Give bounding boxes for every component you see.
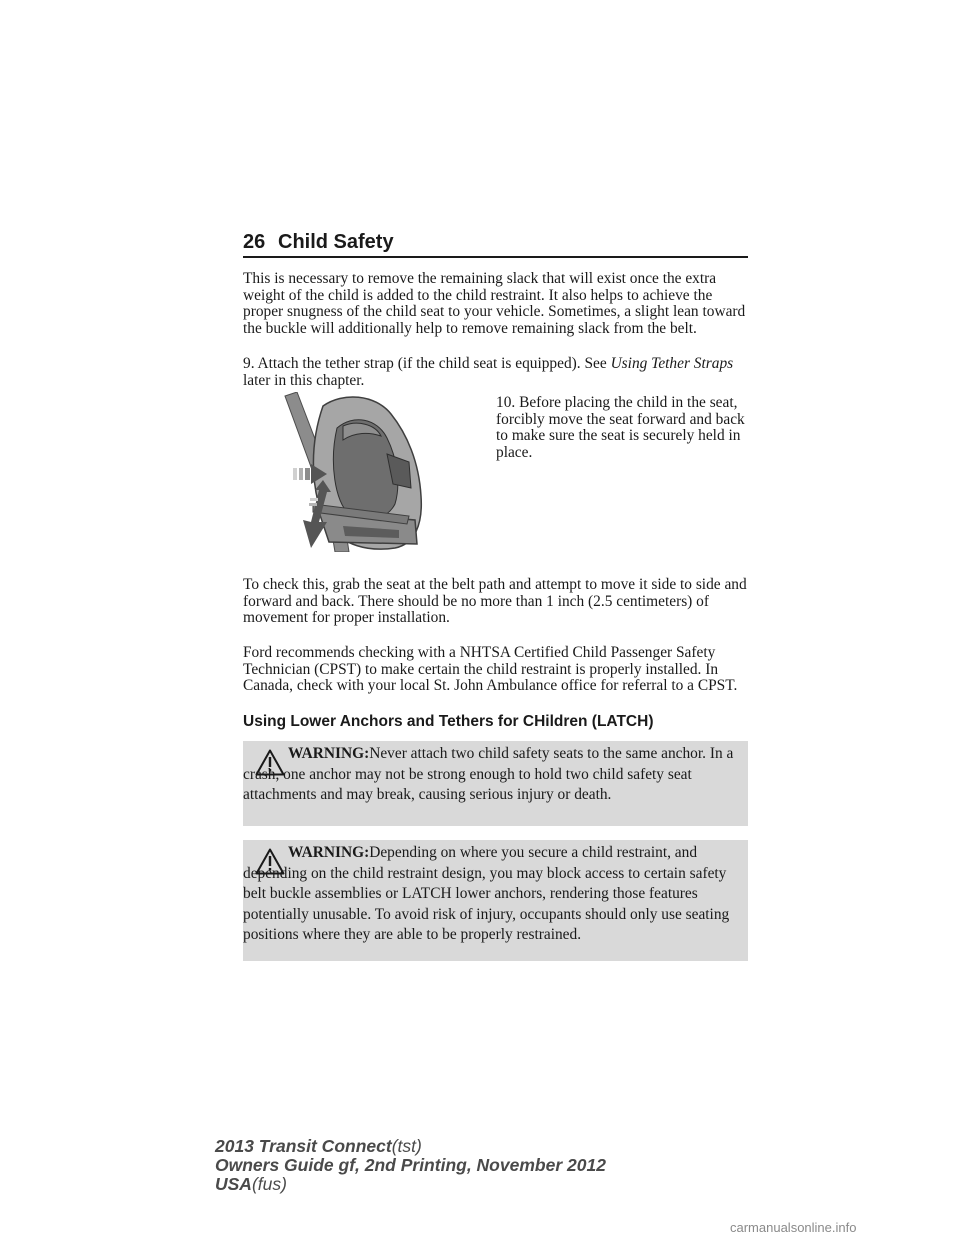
footer-model-line (215, 1137, 735, 1156)
footer-model-code: (tst) (391, 1136, 422, 1156)
warning-text (243, 843, 743, 946)
paragraph-cpst-recommendation: Ford recommends checking with a NHTSA Certified Child Passenger Safety Technician (CPST) to make certain the child restraint is properly installed. In Canada, check with your local St. John Ambulance office for referral to a CPST. (243, 644, 738, 694)
warning-message: Never attach two child safety seats to the same anchor. In a crash, one anchor may not be strong enough to hold two child safety seat attachments and may break, causing serious injury or death. (243, 745, 734, 803)
page-footer (215, 1137, 735, 1194)
watermark: carmanualsonline.info (730, 1220, 857, 1235)
child-seat-illustration (283, 392, 428, 552)
footer-market-code: (fus) (251, 1174, 287, 1194)
header-rule (243, 256, 748, 258)
warning-message: Depending on where you secure a child restraint, and depending on the child restraint design, you may block access to certain safety belt buckle assemblies or LATCH lower anchors, rendering those features potentially unusable. To avoid risk of injury, occupants should only use seating positions where they are able to be properly restrained. (243, 844, 730, 943)
tether-step-text: 9. Attach the tether strap (if the child seat is equipped). See (243, 355, 611, 372)
footer-model: 2013 Transit Connect (215, 1136, 392, 1156)
paragraph-belt-path-check: To check this, grab the seat at the belt path and attempt to move it side to side and forward and back. There should be no more than 1 inch (2.5 centimeters) of movement for proper installation. (243, 576, 747, 626)
paragraph-slack: This is necessary to remove the remaining slack that will exist once the extra weight of the child is added to the child restraint. It also helps to achieve the proper snugness of the child seat to your vehicle. Sometimes, a slight lean toward the buckle will additionally help to remove remaining slack from the belt. (243, 270, 746, 337)
warning-box (243, 840, 748, 961)
warning-text (243, 744, 743, 806)
footer-market: USA (215, 1174, 252, 1194)
warning-box (243, 741, 748, 826)
warning-label: WARNING: (288, 844, 370, 861)
tether-step-text-end: later in this chapter. (243, 371, 365, 389)
section-heading-latch: Using Lower Anchors and Tethers for CHildren (LATCH) (243, 713, 654, 730)
paragraph-seat-check-step: 10. Before placing the child in the seat, forcibly move the seat forward and back to make sure the seat is securely held in place. (496, 394, 745, 461)
footer-market-line (215, 1175, 735, 1194)
warning-label: WARNING: (288, 745, 370, 762)
tether-straps-reference: Using Tether Straps (610, 355, 734, 372)
paragraph-tether-step (243, 356, 753, 389)
page-header (243, 230, 748, 260)
page-number: 26 (243, 231, 266, 253)
chapter-title: Child Safety (278, 231, 394, 253)
footer-guide-line: Owners Guide gf, 2nd Printing, November 2012 (215, 1155, 606, 1175)
